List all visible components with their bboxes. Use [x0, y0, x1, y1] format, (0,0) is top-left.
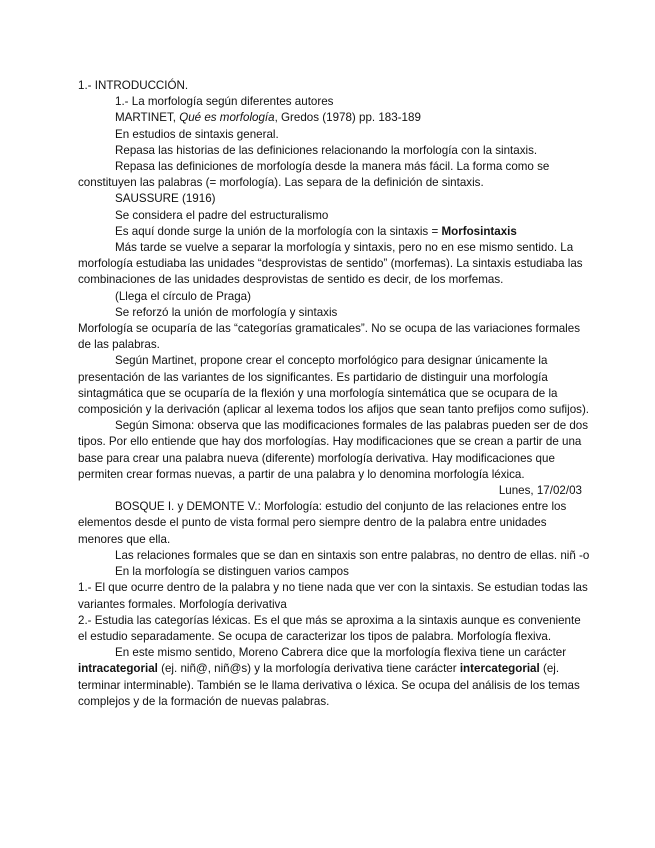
text-span: (ej. niñ@, niñ@s) y la morfología derivativa tiene carácter: [157, 662, 460, 676]
martinet-rest: , Gredos (1978) pp. 183-189: [274, 111, 421, 125]
date-line: Lunes, 17/02/03: [498, 484, 582, 498]
section-heading: 1.- INTRODUCCIÓN.: [78, 79, 189, 92]
list-item: 1.- El que ocurre dentro de la palabra y no tiene nada que ver con la sintaxis. Se estudian todas las variantes formales. Morfología derivativa: [78, 581, 588, 611]
paragraph: Más tarde se vuelve a separar la morfología y sintaxis, pero no en ese mismo sentido. La morfología estudiaba las unidades “desprovistas de sentido” (morfemas). La sintaxis estudiaba las combinaciones de las unidades desprovistas de sentido es decir, de los morfemas.: [78, 241, 583, 287]
paragraph: Repasa las definiciones de morfología desde la manera más fácil. La forma como se constituyen las palabras (= morfología). Las separa de la definición de sintaxis.: [78, 160, 550, 190]
text-line: Repasa las historias de las definiciones relacionando la morfología con la sintaxis.: [115, 143, 538, 157]
paragraph: Según Simona: observa que las modificaciones formales de las palabras pueden ser de dos tipos. Por ello entiende que hay dos morfologías. Hay modificaciones que se crean a partir de una base para crear una palabra nueva (diferente) morfología derivativa. Hay modificaciones que permiten crear formas nuevas, a partir de una palabra y lo denomina morfología léxica.: [78, 419, 589, 481]
martinet-title: Qué es morfología: [179, 111, 275, 125]
text-line: Se considera el padre del estructuralismo: [115, 208, 329, 222]
text-line: Se reforzó la unión de morfología y sintaxis: [115, 305, 338, 319]
document-page: [78, 78, 590, 710]
text-line: [78, 224, 590, 240]
intercategorial-term: intercategorial: [459, 662, 540, 676]
paragraph: Según Martinet, propone crear el concepto morfológico para designar únicamente la presentación de las variantes de los significantes. Es partidario de distinguir una morfología sintagmática que se ocuparía de la flexión y una morfología sintemática que se ocupara de la composición y la derivación (aplicar al lexema todos los afijos que sean tanto prefijos como sufijos).: [78, 354, 590, 417]
paragraph: [78, 645, 590, 710]
union-text: Es aquí donde surge la unión de la morfología con la sintaxis =: [115, 224, 442, 238]
text-line: En estudios de sintaxis general.: [115, 127, 279, 141]
martinet-reference: [78, 110, 590, 126]
list-item: 2.- Estudia las categorías léxicas. Es el que más se aproxima a la sintaxis aunque es conveniente el estudio separadamente. Se ocupa de caracterizar los tipos de palabra. Morfología flexiva.: [78, 613, 581, 643]
martinet-author: MARTINET,: [115, 111, 180, 125]
paragraph: Morfología se ocuparía de las “categorías gramaticales”. No se ocupa de las variaciones formales de las palabras.: [78, 322, 581, 352]
morfosintaxis-term: Morfosintaxis: [441, 224, 517, 238]
paragraph: BOSQUE I. y DEMONTE V.: Morfología: estudio del conjunto de las relaciones entre los elementos desde el punto de vista formal pero siempre dentro de la palabra entre unidades menores que ella.: [78, 500, 567, 546]
saussure-reference: SAUSSURE (1916): [115, 192, 216, 206]
text-span: En este mismo sentido, Moreno Cabrera dice que la morfología flexiva tiene un carácter: [115, 646, 567, 660]
text-span: (ej. terminar interminable). También se le llama derivativa o léxica. Se ocupa del análisis de los temas complejos y de la formación de nuevas palabras.: [78, 662, 580, 708]
subheading: 1.- La morfología según diferentes autores: [115, 95, 334, 109]
paragraph: Las relaciones formales que se dan en sintaxis son entre palabras, no dentro de ellas. niñ -o: [115, 548, 590, 562]
text-line: En la morfología se distinguen varios campos: [115, 565, 349, 579]
intracategorial-term: intracategorial: [78, 662, 158, 676]
text-line: (Llega el círculo de Praga): [115, 289, 251, 303]
